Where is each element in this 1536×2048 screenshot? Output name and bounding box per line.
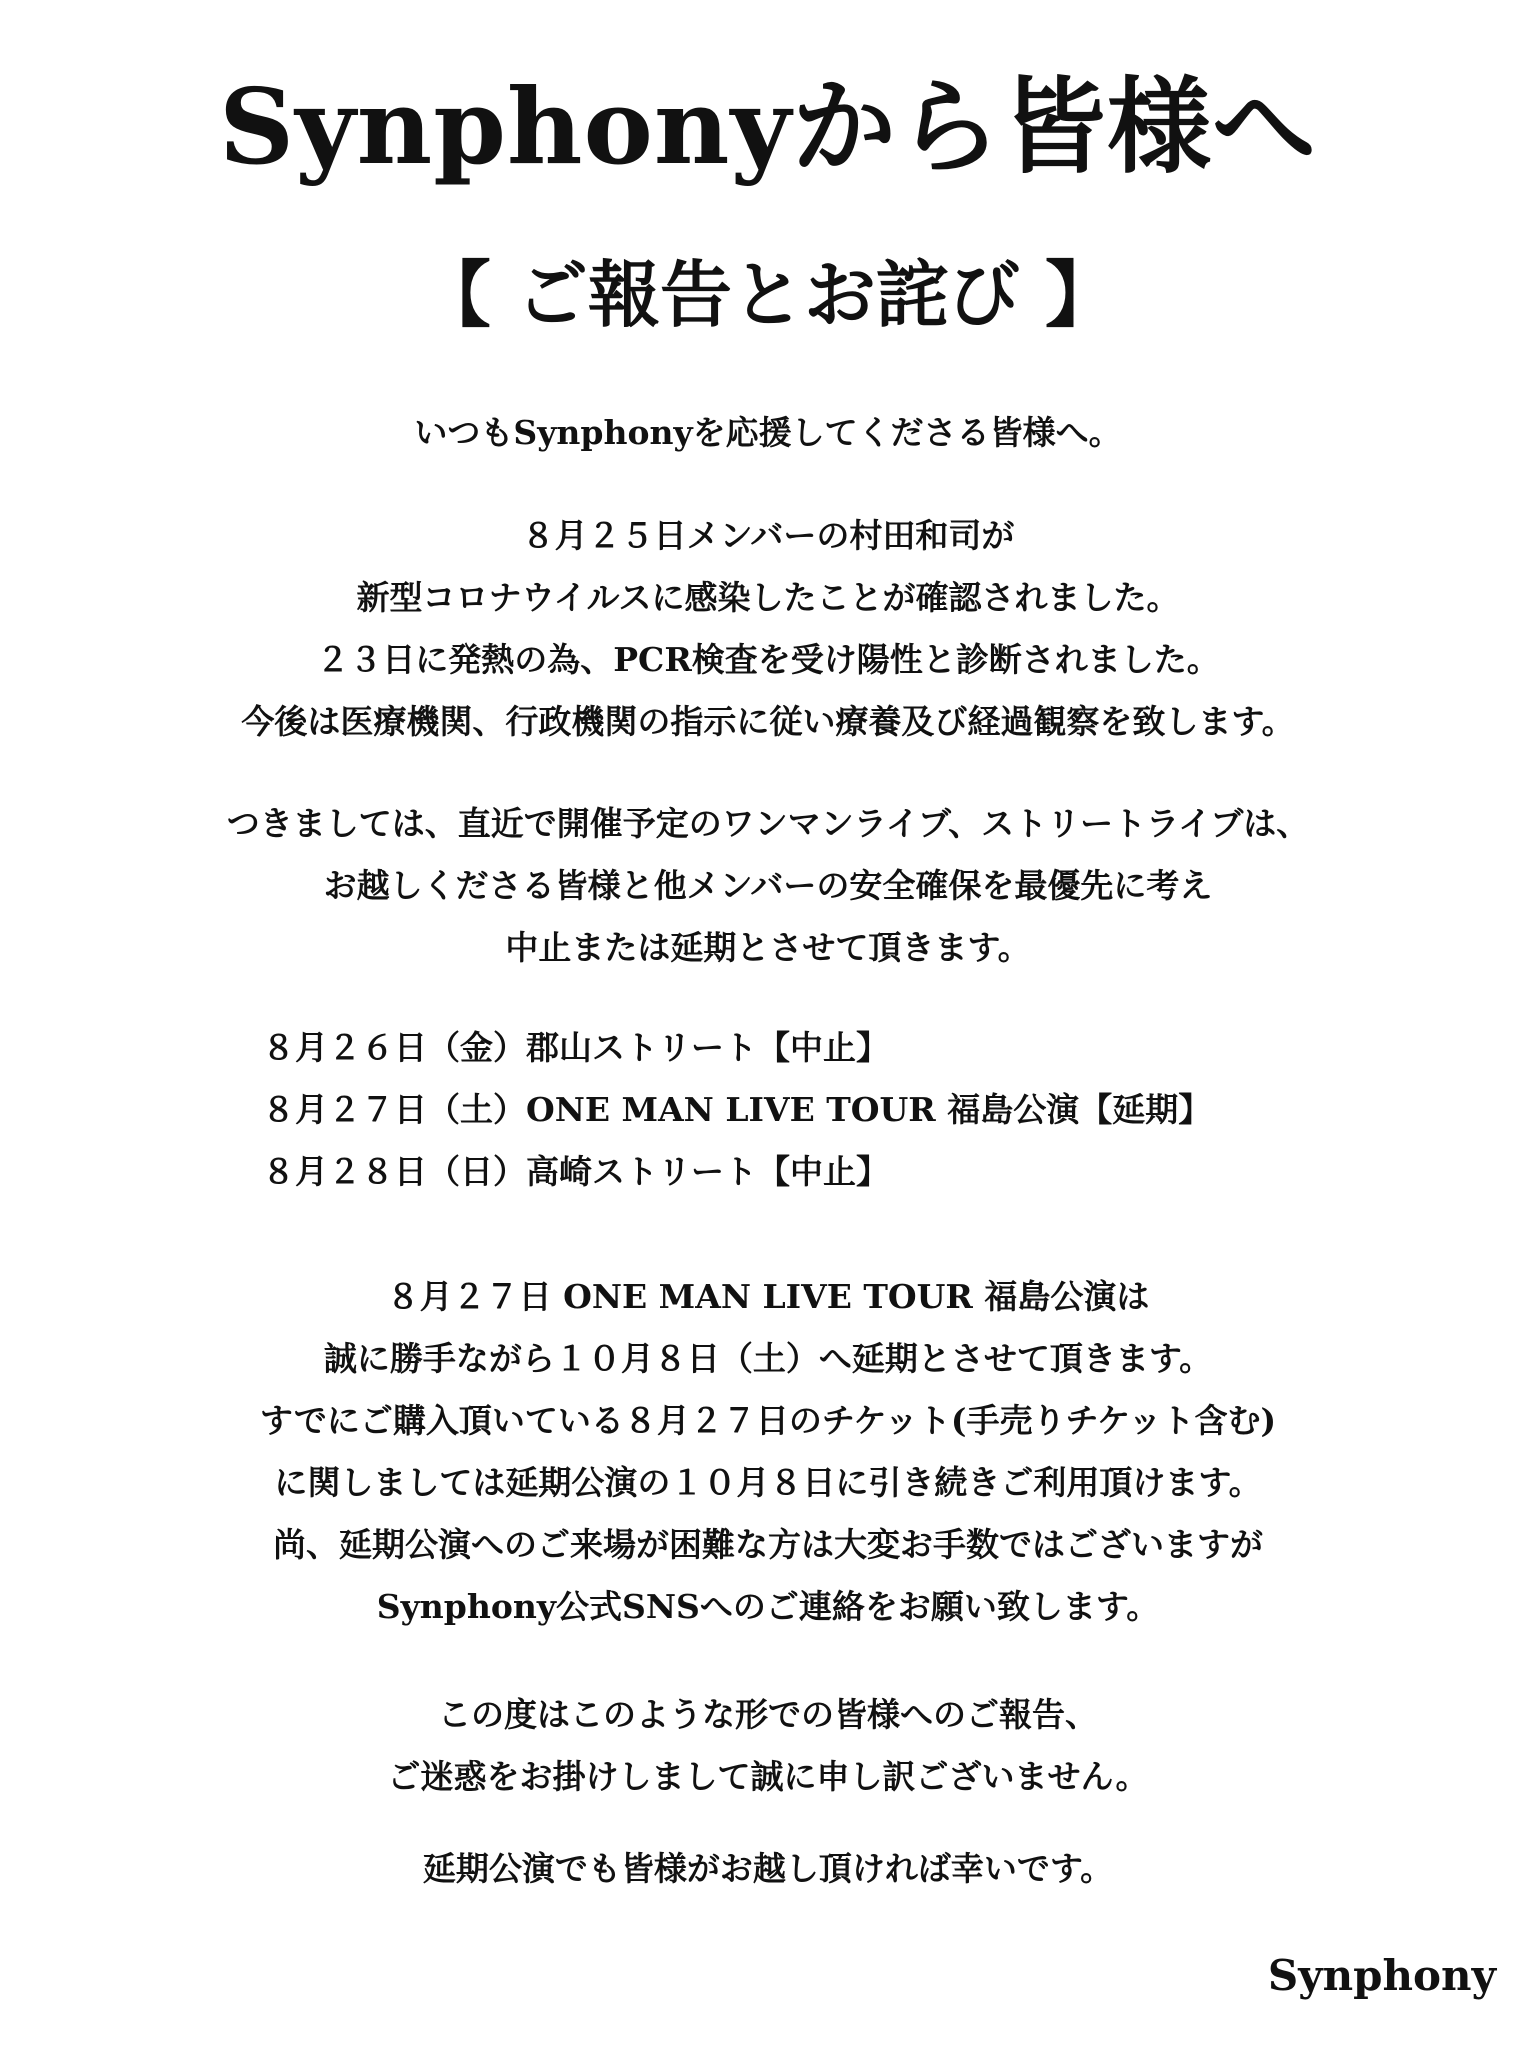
report-line: ２３日に発熱の為、PCR検査を受け陽性と診断されました。 xyxy=(316,640,1220,679)
postponement-line: ８月２７日 ONE MAN LIVE TOUR 福島公演は xyxy=(386,1277,1150,1316)
postponement-line: 誠に勝手ながら１０月８日（土）へ延期とさせて頂きます。 xyxy=(323,1339,1213,1378)
apology-paragraph xyxy=(0,1684,1536,1808)
signature: Synphony xyxy=(1267,1951,1496,2000)
report-line: ８月２５日メンバーの村田和司が xyxy=(521,516,1015,555)
schedule-item: ８月２８日（日）高崎ストリート【中止】 xyxy=(262,1152,889,1191)
cancellation-line: 中止または延期とさせて頂きます。 xyxy=(505,928,1031,967)
greeting-line: いつもSynphonyを応援してくださる皆様へ。 xyxy=(414,413,1122,452)
cancellation-paragraph xyxy=(0,793,1536,979)
apology-line: この度はこのような形での皆様へのご報告、 xyxy=(438,1695,1098,1734)
postponement-line: に関しましては延期公演の１０月８日に引き続きご利用頂けます。 xyxy=(274,1463,1262,1502)
page-subtitle: 【 ご報告とお詫び 】 xyxy=(418,252,1118,337)
page-title: Synphonyから皆様へ xyxy=(219,65,1317,188)
postponement-line: すでにご購入頂いている８月２７日のチケット(手売りチケット含む) xyxy=(259,1401,1277,1440)
greeting-paragraph xyxy=(0,402,1536,464)
postponement-line: Synphony公式SNSへのご連絡をお願い致します。 xyxy=(376,1587,1160,1626)
apology-line: ご迷惑をお掛けしまして誠に申し訳ございません。 xyxy=(387,1757,1149,1796)
cancellation-line: つきましては、直近で開催予定のワンマンライブ、ストリートライブは、 xyxy=(226,804,1310,843)
schedule-item: ８月２７日（土）ONE MAN LIVE TOUR 福島公演【延期】 xyxy=(262,1090,1212,1129)
schedule-item: ８月２６日（金）郡山ストリート【中止】 xyxy=(262,1028,889,1067)
schedule-list xyxy=(262,1017,1211,1203)
postponement-paragraph xyxy=(0,1266,1536,1638)
postponement-line: 尚、延期公演へのご来場が困難な方は大変お手数ではございますが xyxy=(273,1525,1263,1564)
closing-line: 延期公演でも皆様がお越し頂ければ幸いです。 xyxy=(422,1849,1114,1888)
report-line: 今後は医療機関、行政機関の指示に従い療養及び経過観察を致します。 xyxy=(241,702,1295,741)
report-line: 新型コロナウイルスに感染したことが確認されました。 xyxy=(356,578,1180,617)
report-paragraph xyxy=(0,505,1536,753)
closing-paragraph xyxy=(0,1838,1536,1900)
cancellation-line: お越しくださる皆様と他メンバーの安全確保を最優先に考え xyxy=(323,866,1213,905)
